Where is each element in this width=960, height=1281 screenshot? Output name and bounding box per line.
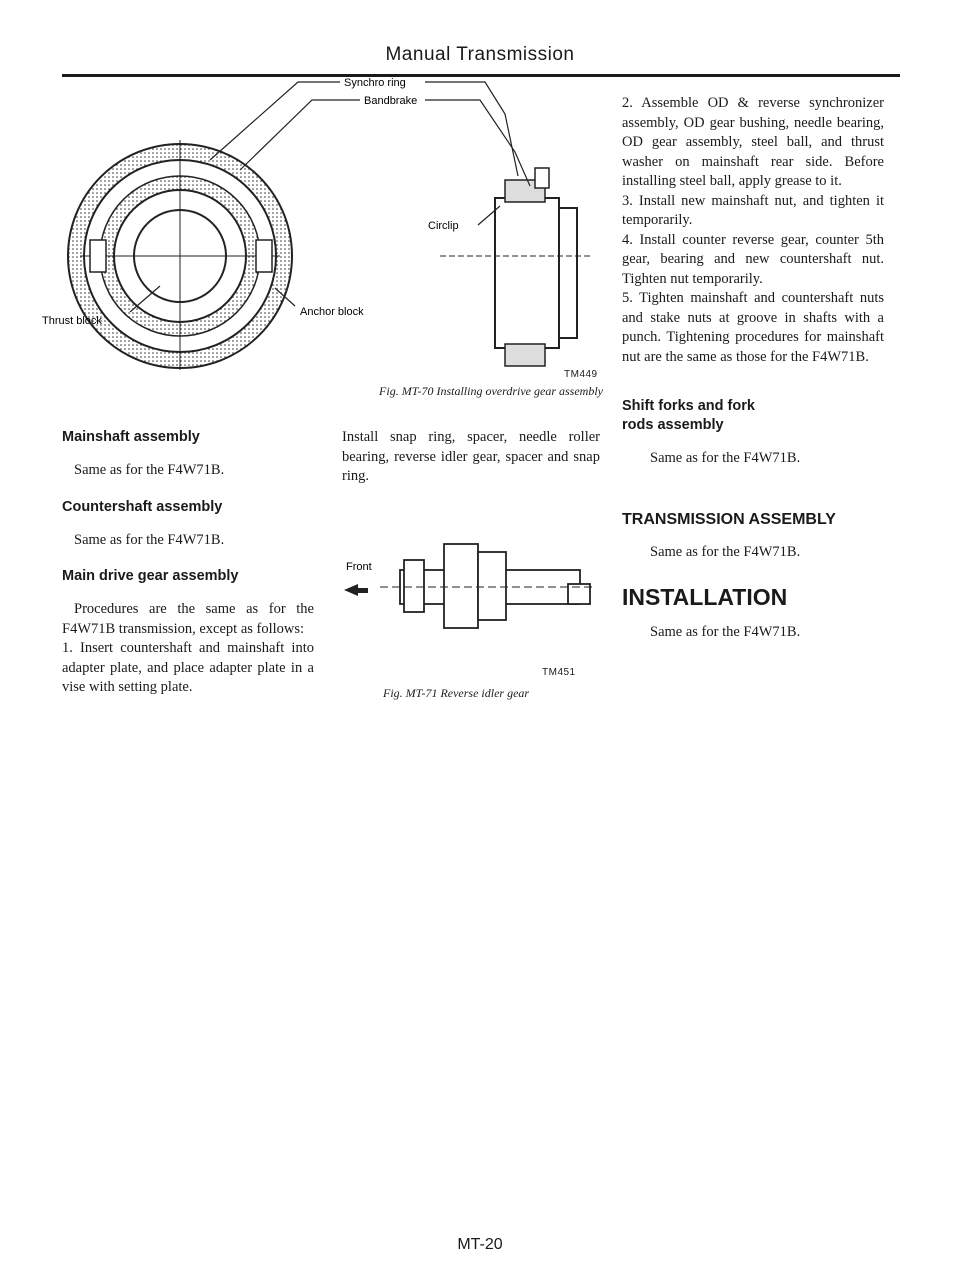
text-shift-forks: Same as for the F4W71B. (650, 450, 801, 466)
label-bandbrake: Bandbrake (364, 95, 418, 107)
figure-70-code: TM449 (564, 369, 598, 380)
label-synchro-ring: Synchro ring (344, 77, 406, 89)
figure-71-caption: Fig. MT-71 Reverse idler gear (383, 686, 530, 700)
gear-assembly-side-view (440, 168, 590, 366)
heading-countershaft-assembly: Countershaft assembly (62, 498, 223, 515)
heading-main-drive-gear-assembly: Main drive gear assembly (62, 568, 239, 584)
assembly-steps (622, 94, 884, 367)
page-header-title: Manual Transmission (385, 44, 575, 65)
right-column (622, 94, 884, 643)
figure-70-caption: Fig. MT-70 Installing overdrive gear assembly (379, 384, 603, 398)
figure-71-code: TM451 (542, 667, 576, 678)
heading-shift-forks: Shift forks and fork rods assembly (622, 398, 755, 433)
text-main-drive-step-1: 1. Insert countershaft and mainshaft into adapter plate, and place adapter plate in a vise with setting plate. (62, 640, 314, 695)
step-2: 2. Assemble OD & reverse synchronizer assembly, OD gear bushing, needle bearing, OD gear assembly, steel ball, and thrust washer on mainshaft rear side. Before installing steel ball, apply grease to it. (622, 95, 884, 189)
gear-assembly-circle (68, 140, 292, 370)
text-installation: Same as for the F4W71B. (650, 624, 801, 640)
front-arrow-icon (344, 584, 358, 596)
label-circlip: Circlip (428, 220, 459, 232)
text-install-snap-ring: Install snap ring, spacer, needle roller bearing, reverse idler gear, spacer and snap ring. (342, 429, 600, 484)
page-number: MT-20 (457, 1236, 503, 1253)
step-5: 5. Tighten mainshaft and countershaft nuts and stake nuts at groove in shafts with a punch. Tightening procedures for mainshaft nut are the same as those for the F4W71B. (622, 290, 884, 365)
label-front: Front (346, 561, 372, 573)
label-anchor-block: Anchor block (300, 306, 364, 318)
text-countershaft-assembly: Same as for the F4W71B. (74, 531, 225, 548)
text-mainshaft-assembly: Same as for the F4W71B. (74, 462, 225, 478)
heading-transmission-assembly: TRANSMISSION ASSEMBLY (622, 510, 836, 528)
left-column (62, 428, 314, 698)
step-3: 3. Install new mainshaft nut, and tighten it temporarily. (622, 192, 884, 228)
text-transmission-assembly: Same as for the F4W71B. (650, 543, 801, 560)
text-main-drive-intro: Procedures are the same as for the F4W71B transmission, except as follows: (62, 601, 314, 637)
step-4: 4. Install counter reverse gear, counter 5th gear, bearing and new countershaft nut. Tighten nut temporarily. (622, 231, 884, 287)
label-thrust-block: Thrust block (42, 315, 102, 327)
heading-installation: INSTALLATION (622, 584, 788, 610)
figure-mt-70-diagram (42, 77, 620, 390)
heading-mainshaft-assembly: Mainshaft assembly (62, 429, 200, 445)
figure-mt-71-diagram (340, 500, 600, 650)
header-rule (62, 74, 900, 77)
